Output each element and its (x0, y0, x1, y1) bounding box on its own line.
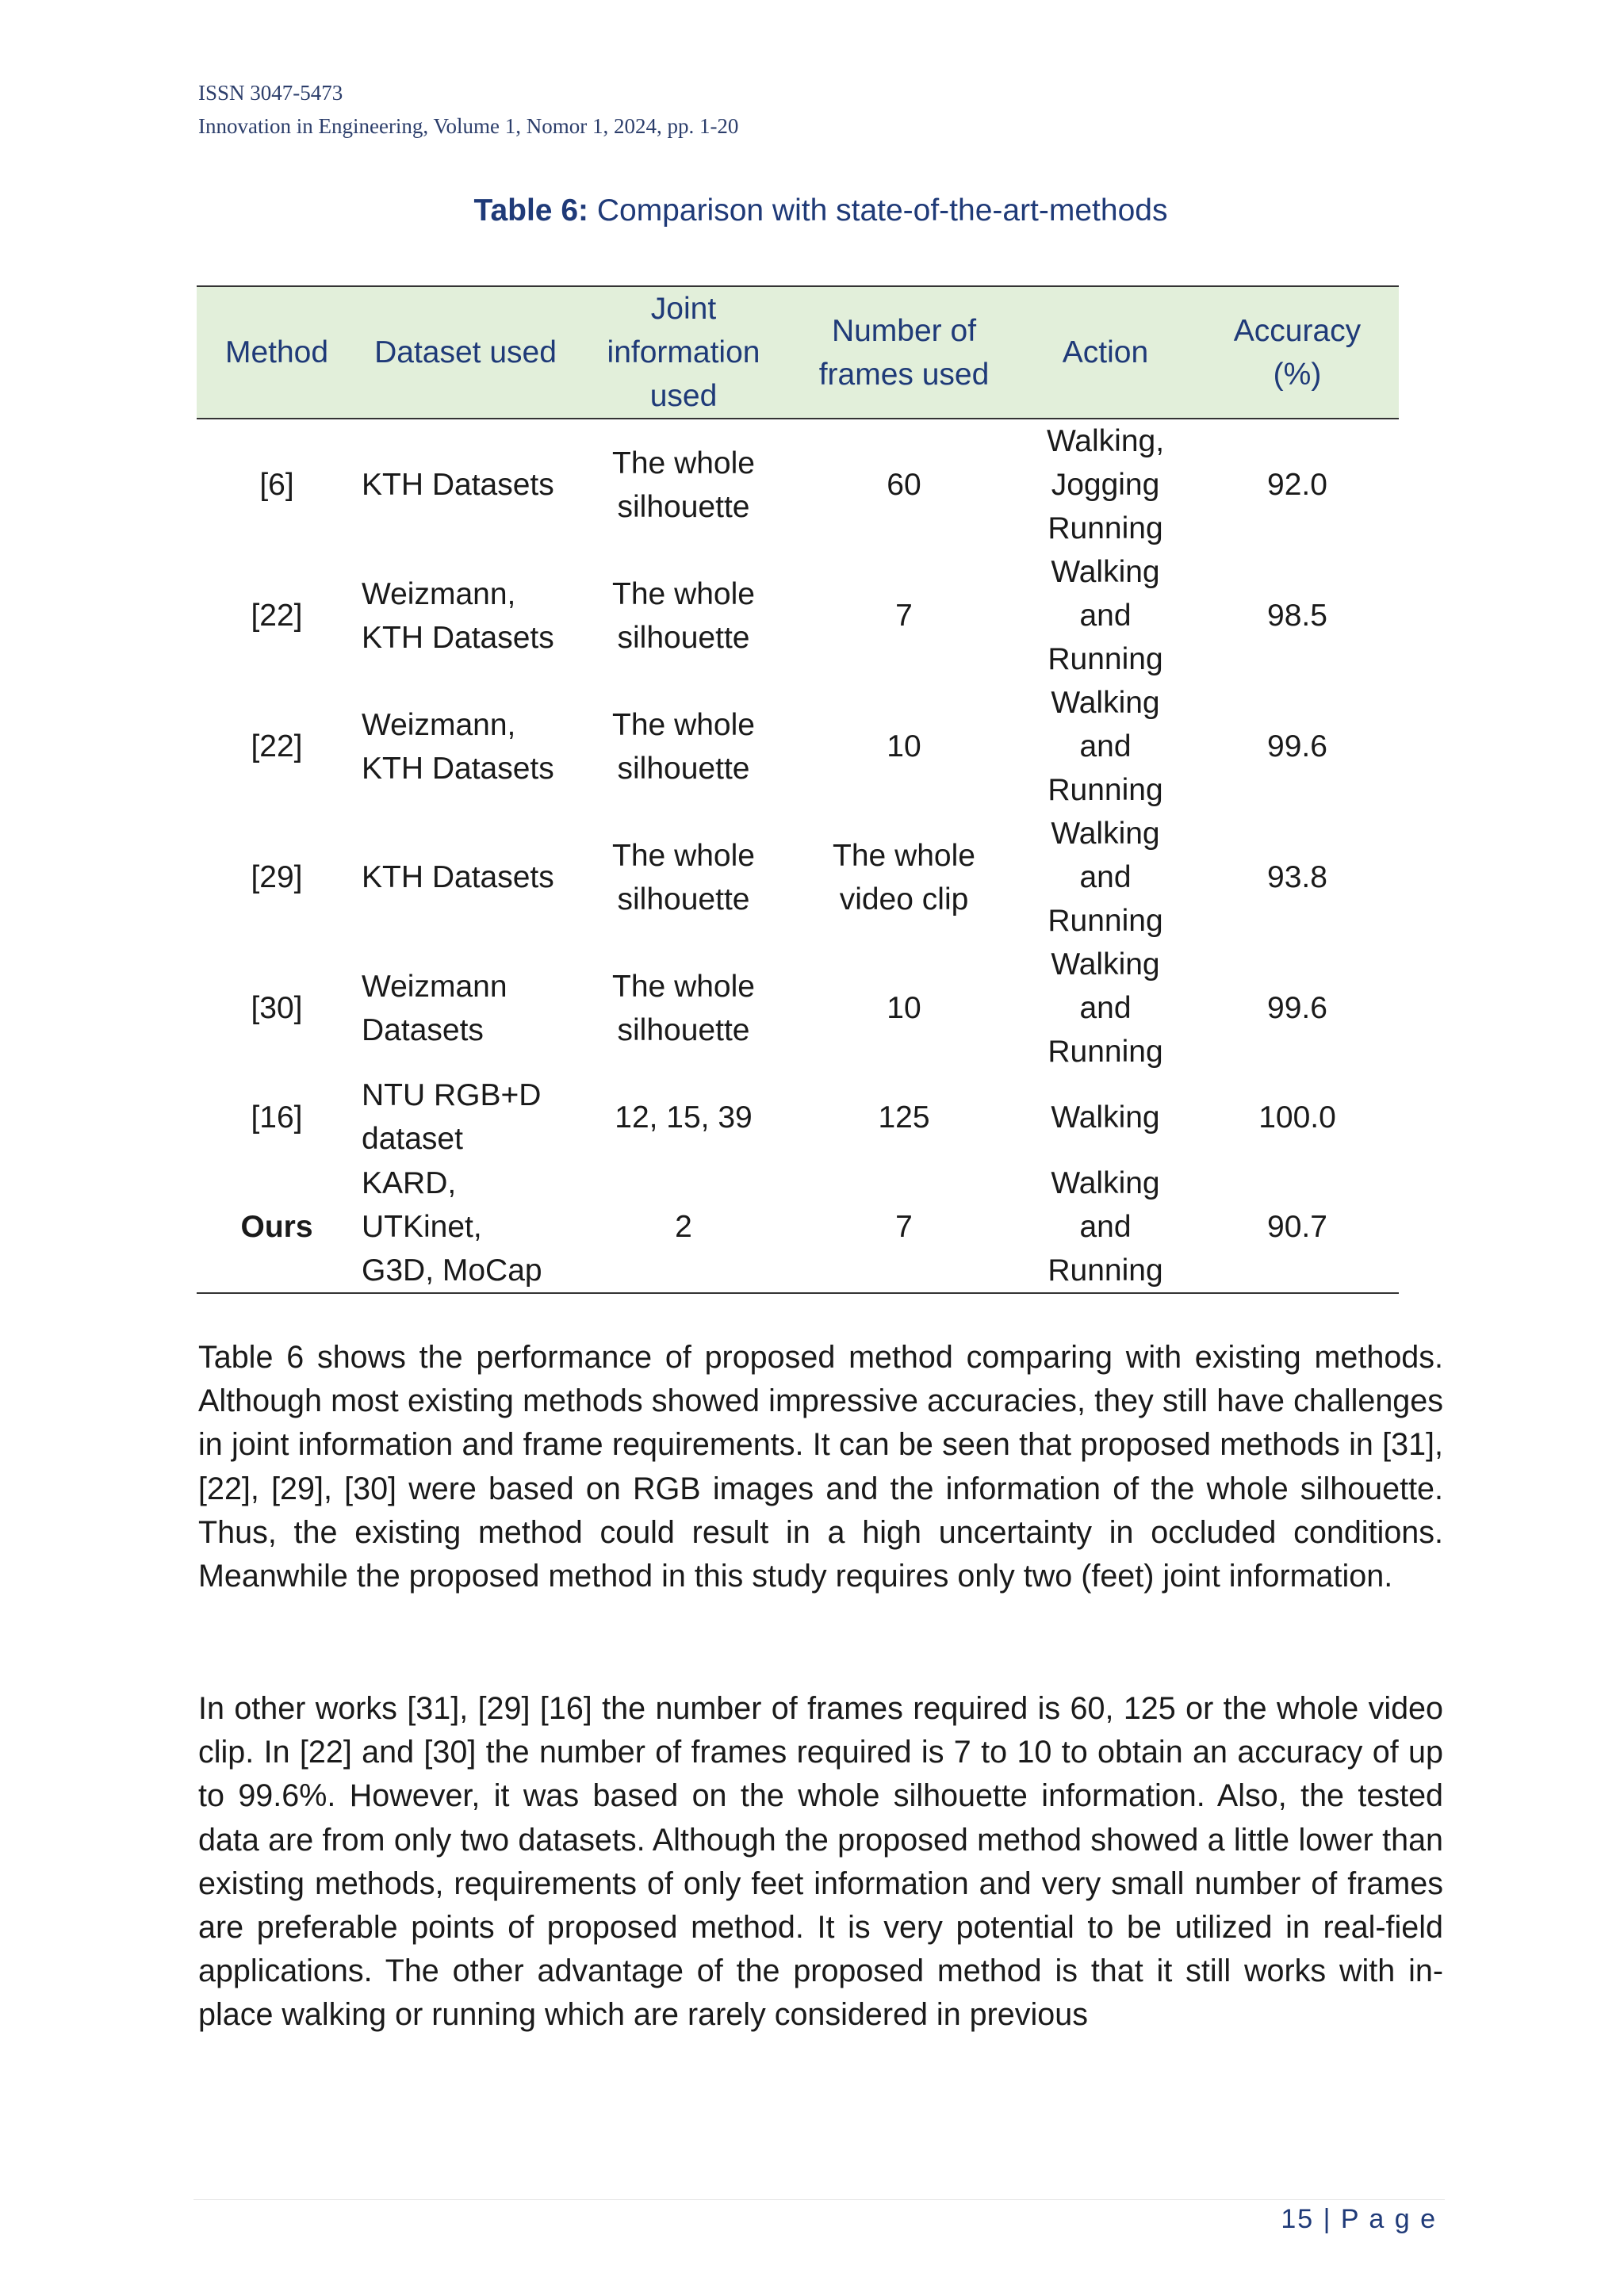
cell-frames: 7 (793, 1161, 1015, 1293)
cell-joint: The whole silhouette (612, 707, 755, 786)
page-number: 15 | P a g e (1281, 2204, 1437, 2234)
comparison-table (197, 285, 1399, 1294)
cell-frames: 7 (895, 599, 913, 633)
cell-dataset: NTU RGB+D dataset (362, 1078, 542, 1156)
table-row (197, 419, 1399, 550)
cell-joint: The whole silhouette (612, 576, 755, 655)
cell-accuracy: 99.6 (1267, 991, 1327, 1025)
cell-method: [6] (259, 468, 294, 502)
col-header-frames: Number of frames used (793, 286, 1015, 419)
cell-method: [22] (251, 599, 303, 633)
col-header-method: Method (197, 286, 357, 419)
table-row (197, 1073, 1399, 1161)
table-caption-text: Comparison with state-of-the-art-methods (596, 193, 1168, 228)
cell-action: Walking (1051, 1100, 1160, 1135)
cell-joint: 12, 15, 39 (615, 1100, 753, 1135)
cell-frames: 10 (887, 729, 921, 763)
cell-joint: The whole silhouette (612, 969, 755, 1047)
table-row (197, 550, 1399, 681)
cell-action: Walking and Running (1048, 817, 1163, 938)
cell-dataset: Weizmann Datasets (362, 969, 508, 1047)
cell-dataset: KTH Datasets (362, 860, 554, 894)
cell-method: Ours (197, 1161, 357, 1293)
cell-accuracy: 100.0 (1258, 1100, 1336, 1135)
cell-dataset: KARD, UTKinet, G3D, MoCap (357, 1161, 574, 1293)
issn-line: ISSN 3047-5473 (198, 81, 343, 105)
cell-accuracy: 92.0 (1267, 468, 1327, 502)
cell-accuracy: 99.6 (1267, 729, 1327, 763)
col-header-accuracy: Accuracy (%) (1196, 286, 1399, 419)
cell-method: [30] (251, 991, 303, 1025)
table-row (197, 812, 1399, 943)
table-caption-label: Table 6: (473, 193, 588, 228)
table-row (197, 681, 1399, 812)
cell-action: Walking, Jogging Running (1046, 424, 1165, 545)
footer-divider (193, 2199, 1445, 2200)
cell-accuracy: 90.7 (1196, 1161, 1399, 1293)
col-header-dataset: Dataset used (357, 286, 574, 419)
cell-action: Walking and Running (1048, 686, 1163, 807)
col-header-joint: Joint information used (574, 286, 793, 419)
table-row (197, 943, 1399, 1073)
cell-dataset: Weizmann, KTH Datasets (362, 576, 554, 655)
cell-dataset: Weizmann, KTH Datasets (362, 707, 554, 786)
cell-accuracy: 93.8 (1267, 860, 1327, 894)
body-paragraph: In other works [31], [29] [16] the number of frames required is 60, 125 or the whole video clip. In [22] and [30] the number of frames required is 7 to 10 to obtain an accuracy of up to 99.6%. However, it was based on the whole silhouette information. Also, the tested data are from only two datasets. Although the proposed method showed a little lower than existing methods, requirements of only feet information and very small number of frames are preferable points of proposed method. It is very potential to be utilized in real-field applications. The other advantage of the proposed method is that it still works with in-place walking or running which are rarely considered in previous (198, 1691, 1443, 2033)
page-header (198, 76, 738, 143)
cell-frames: 10 (887, 991, 921, 1025)
cell-dataset: KTH Datasets (362, 468, 554, 502)
cell-method: [29] (251, 860, 303, 894)
cell-frames: The whole video clip (833, 838, 975, 916)
cell-joint: The whole silhouette (612, 838, 755, 916)
col-header-action: Action (1015, 286, 1196, 419)
cell-frames: 60 (887, 468, 921, 502)
table-row (197, 1161, 1399, 1293)
cell-action: Walking and Running (1015, 1161, 1196, 1293)
cell-action: Walking and Running (1048, 555, 1163, 676)
cell-method: [16] (251, 1100, 303, 1135)
cell-joint: 2 (574, 1161, 793, 1293)
journal-line: Innovation in Engineering, Volume 1, Nomor 1, 2024, pp. 1-20 (198, 114, 739, 138)
table-caption (198, 193, 1443, 228)
cell-accuracy: 98.5 (1267, 599, 1327, 633)
body-paragraph: Table 6 shows the performance of proposed method comparing with existing methods. Although most existing methods showed impressive accuracies, they still have challenges in joint information and frame requirements. It can be seen that proposed methods in [31], [22], [29], [30] were based on RGB images and the information of the whole silhouette. Thus, the existing method could result in a high uncertainty in occluded conditions. Meanwhile the proposed method in this study requires only two (feet) joint information. (198, 1340, 1443, 1594)
cell-method: [22] (251, 729, 303, 763)
table-header-row (197, 286, 1399, 419)
cell-action: Walking and Running (1048, 947, 1163, 1069)
cell-frames: 125 (878, 1100, 930, 1135)
cell-joint: The whole silhouette (612, 446, 755, 524)
